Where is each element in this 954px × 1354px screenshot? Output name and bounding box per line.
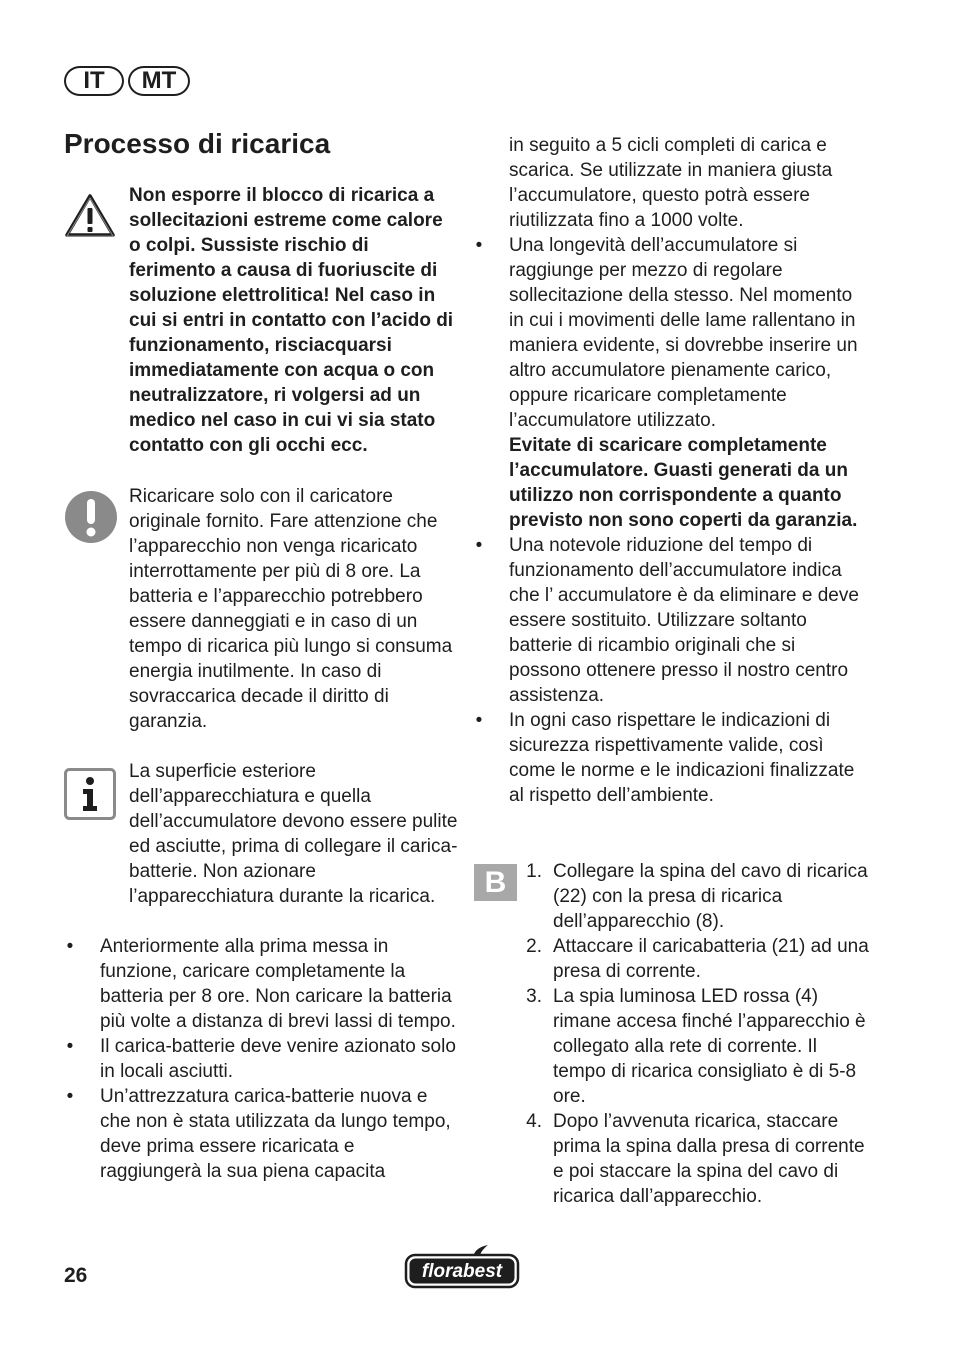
language-badge-it: IT [64, 66, 124, 96]
exclamation-icon [64, 490, 118, 544]
warning-note: Non esporre il blocco di ricarica a sollecitazioni estreme come calore o colpi. Sussiste rischio di ferimento a causa di fuoriuscite di soluzione elettrolitica! Nel caso in cui si entri in contatto con l’acido di funzionamento, risciacquarsi immediatamente con acqua o con neutralizzatore, ri volgersi ad un medico nel caso in cui vi sia stato contatto con gli occhi ecc. [129, 185, 454, 456]
step-item [498, 984, 870, 1109]
info-icon [64, 768, 116, 820]
page-title: Processo di ricarica [64, 128, 331, 159]
step-text: Collegare la spina del cavo di ricarica (22) con la presa di ricarica dell’apparecchio (8). [553, 861, 868, 932]
language-badge-mt: MT [128, 66, 190, 96]
step-text: La spia luminosa LED rossa (4) rimane accesa finché l’apparecchio è collegato alla rete di corrente. Il tempo di ricarica consigliato è di 5-8 ore. [553, 986, 866, 1107]
brand-logo-text: florabest [421, 1261, 503, 1282]
list-item-text: In ogni caso rispettare le indicazioni di sicurezza rispettivamente valide, così come le norme e le indicazioni finalizzate al rispetto dell’ambiente. [509, 710, 855, 806]
step-item [498, 934, 870, 984]
info-note: La superficie esteriore dell’apparecchiatura e quella dell’accumulatore devono essere pulite ed asciutte, prima di collegare il carica-batterie. Non azionare l’apparecchiatura durante la ricarica. [129, 761, 458, 907]
right-bullet-list [473, 233, 869, 808]
list-item [64, 1034, 456, 1084]
bullet-symbol: • [66, 936, 74, 957]
bullet-symbol: • [475, 710, 483, 731]
list-item [64, 934, 456, 1034]
list-item-text: Un’attrezzatura carica-batterie nuova e che non è stata utilizzata da lungo tempo, deve prima essere ricaricata e raggiungerà la sua piena capacita [100, 1086, 451, 1182]
list-item [473, 708, 869, 808]
language-badges [64, 66, 190, 98]
step-text: Attaccare il caricabatteria (21) ad una presa di corrente. [553, 936, 869, 982]
step-number: 3. [526, 986, 542, 1007]
warranty-warning: Evitate di scaricare completamente l’accumulatore. Guasti generati da un utilizzo non corrispondente a quanto previsto non sono coperti da garanzia. [509, 435, 858, 531]
brand-logo [404, 1244, 520, 1290]
steps-list [498, 859, 870, 1209]
step-number: 4. [526, 1111, 542, 1132]
bullet-symbol: • [475, 235, 483, 256]
step-number: 1. [526, 861, 542, 882]
section-badge: B [474, 864, 517, 901]
step-item [498, 1109, 870, 1209]
list-item-text: Il carica-batterie deve venire azionato solo in locali asciutti. [100, 1036, 456, 1082]
list-item [473, 533, 869, 708]
bullet-symbol: • [475, 535, 483, 556]
list-item-text: Una notevole riduzione del tempo di funzionamento dell’accumulatore indica che l’ accumulatore è da eliminare e deve essere sostituito. Utilizzare soltanto batterie di ricambio originali che si possono ottenere presso il nostro centro assistenza. [509, 535, 859, 706]
step-text: Dopo l’avvenuta ricarica, staccare prima la spina dalla presa di corrente e poi staccare la spina del cavo di ricarica dall’apparecchio. [553, 1111, 865, 1207]
list-item [64, 1084, 456, 1184]
caution-note: Ricaricare solo con il caricatore originale fornito. Fare attenzione che l’apparecchio non venga ricaricato interrottamente per più di 8 ore. La batteria e l’apparecchio potrebbero essere danneggiati e in caso di un tempo di ricarica più lungo si consuma energia inutilmente. In caso di sovraccarica decade il diritto di garanzia. [129, 486, 453, 732]
bullet-symbol: • [66, 1036, 74, 1057]
warning-icon [64, 192, 116, 238]
left-bullet-list [64, 934, 456, 1184]
step-number: 2. [526, 936, 542, 957]
step-item [498, 859, 870, 934]
continuation-paragraph: in seguito a 5 cicli completi di carica e scarica. Se utilizzate in maniera giusta l’accumulatore, questo potrà essere riutilizzata fino a 1000 volte. [509, 135, 833, 231]
bullet-symbol: • [66, 1086, 74, 1107]
list-item-text: Anteriormente alla prima messa in funzione, caricare completamente la batteria per 8 ore. Non caricare la batteria più volte a distanza di brevi lassi di tempo. [100, 936, 456, 1032]
page-number: 26 [64, 1264, 88, 1287]
list-item [473, 233, 869, 533]
list-item-text: Una longevità dell’accumulatore si raggiunge per mezzo di regolare sollecitazione della stesso. Nel momento in cui i movimenti delle lame rallentano in maniera evidente, si dovrebbe inserire un altro accumulatore pienamente carico, oppure ricaricare completamente l’accumulatore utilizzato. [509, 235, 858, 431]
